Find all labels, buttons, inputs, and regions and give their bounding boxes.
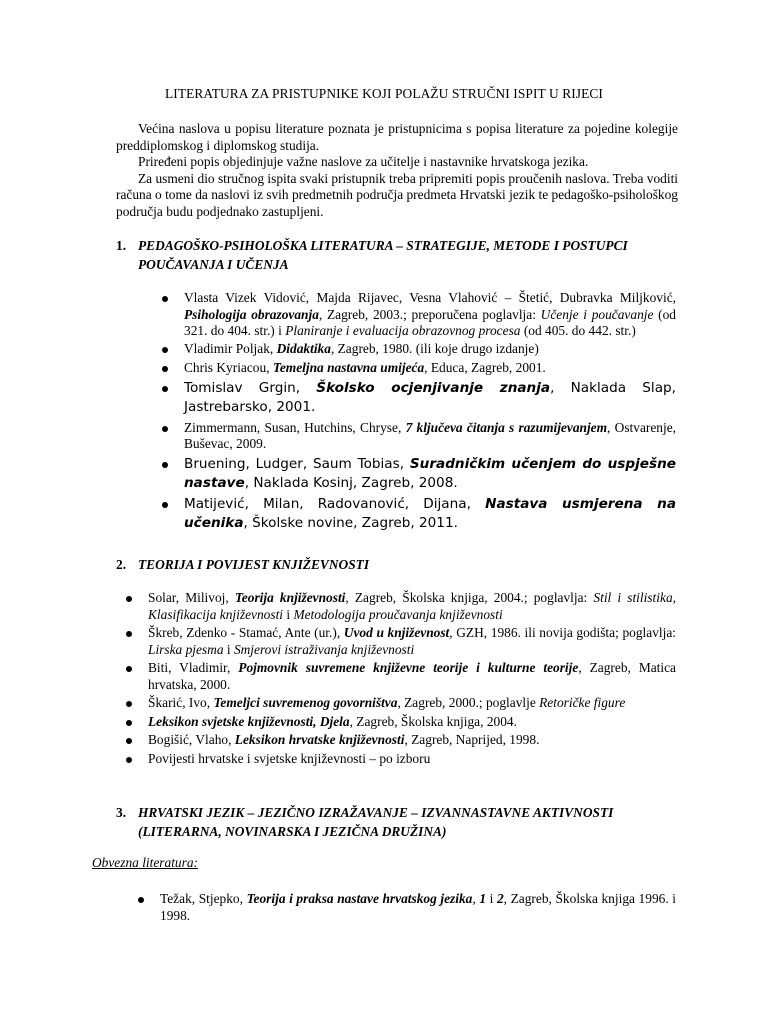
item-title: Leksikon svjetske književnosti, Djela	[148, 713, 350, 729]
item-author: Chris Kyriacou,	[184, 360, 273, 375]
list-item	[184, 420, 676, 453]
item-title: Teorija i praksa nastave hrvatskog jezika	[246, 891, 473, 906]
item-author: Tomislav Grgin,	[184, 379, 317, 396]
bullet-icon	[162, 386, 168, 392]
item-text: , Educa, Zagreb, 2001.	[424, 360, 546, 375]
item-text: i	[486, 891, 497, 906]
item-text: i	[223, 641, 234, 657]
item-text: , GZH, 1986. ili novija godišta; poglavlja:	[449, 625, 676, 640]
list-item	[184, 495, 676, 533]
list-item	[184, 290, 676, 340]
list-item	[148, 751, 676, 768]
item-author: Škreb, Zdenko - Stamać, Ante (ur.),	[148, 625, 344, 640]
list-item	[148, 625, 676, 658]
item-title: Temeljna nastavna umijeća	[272, 360, 425, 375]
list-item	[184, 455, 676, 493]
bullet-icon	[126, 720, 132, 726]
section-heading-2	[116, 555, 676, 574]
item-text: i	[283, 606, 294, 622]
bullet-icon	[162, 502, 168, 508]
list-item	[184, 379, 676, 417]
bullet-icon	[126, 701, 132, 707]
section-heading-1	[116, 236, 676, 274]
item-text: (od 405. do 442. str.)	[520, 323, 636, 338]
literature-list-2	[148, 590, 676, 767]
bullet-icon	[126, 666, 132, 672]
list-item	[148, 714, 676, 731]
bullet-icon	[138, 897, 144, 903]
item-chapter: Lirska pjesma	[148, 641, 224, 657]
bullet-icon	[162, 366, 168, 372]
literature-list-1	[184, 290, 676, 533]
section-heading-3	[116, 803, 676, 841]
obligatory-literature-label: Obvezna literatura:	[92, 855, 198, 870]
bullet-icon	[162, 296, 168, 302]
item-author: Bogišić, Vlaho,	[148, 732, 235, 747]
bullet-icon	[126, 757, 132, 763]
item-text: , Naklada Slap, Jastrebarsko, 2001.	[184, 379, 676, 415]
list-item	[184, 360, 676, 377]
item-author: Solar, Milivoj,	[148, 590, 235, 605]
item-volume: 2	[496, 891, 504, 906]
intro-text	[116, 121, 678, 220]
item-text: , Naklada Kosinj, Zagreb, 2008.	[244, 474, 458, 491]
list-item	[148, 590, 676, 623]
item-text: , Zagreb, 1980. (ili koje drugo izdanje)	[330, 340, 539, 356]
item-text: , Zagreb, 2000.; poglavlje	[397, 695, 540, 710]
item-chapter: Smjerovi istraživanja književnosti	[233, 641, 415, 657]
intro-paragraph: Za usmeni dio stručnog ispita svaki pristupnik treba pripremiti popis proučenih naslova. Treba voditi računa o tome da naslovi iz svih predmetnih područja predmeta Hrvatski jezik te pedagoško-psihološkog područja budu podjednako zastupljeni.	[116, 170, 679, 219]
item-text: , Zagreb, Školska knjiga, 2004.; poglavlja:	[345, 590, 594, 605]
item-text: Povijesti hrvatske i svjetske književnosti – po izboru	[148, 750, 431, 766]
item-chapter: Retoričke figure	[539, 695, 626, 710]
bullet-icon	[162, 462, 168, 468]
section-title: PEDAGOŠKO-PSIHOLOŠKA LITERATURA – STRATEGIJE, METODE I POSTUPCI POUČAVANJA I UČENJA	[138, 238, 628, 272]
item-text: , Zagreb, Matica hrvatska, 2000.	[148, 660, 676, 692]
item-title: Uvod u književnost	[343, 625, 450, 640]
item-chapter: Stil i stilistika	[593, 590, 673, 605]
item-text: , Ostvarenje, Buševac, 2009.	[184, 419, 676, 451]
intro-paragraph: Priređeni popis objedinjuje važne naslove za učitelje i nastavnike hrvatskoga jezika.	[138, 154, 589, 169]
bullet-icon	[162, 347, 168, 353]
list-item	[160, 891, 676, 924]
item-author: Težak, Stjepko,	[160, 891, 247, 906]
item-chapter: Učenje i poučavanje	[540, 306, 654, 322]
item-text: , Zagreb, Školska knjiga 1996. i 1998.	[160, 891, 676, 923]
literature-list-3	[160, 891, 676, 924]
section-number: 3.	[116, 805, 127, 820]
section-number: 2.	[116, 557, 127, 572]
intro-paragraph: Većina naslova u popisu literature poznata je pristupnicima s popisa literature za pojedine kolegije preddiplomskog i diplomskog studija.	[116, 121, 678, 153]
bullet-icon	[126, 738, 132, 744]
bullet-icon	[162, 426, 168, 432]
item-text: (od 321. do 404. str.) i	[184, 306, 676, 338]
item-title: Suradničkim učenjem do uspješne nastave	[184, 455, 676, 491]
bullet-icon	[126, 596, 132, 602]
item-title: 7 ključeva čitanja s razumijevanjem	[405, 419, 608, 435]
item-author: Matijević, Milan, Radovanović, Dijana,	[184, 495, 486, 512]
item-author: Biti, Vladimir,	[148, 660, 239, 675]
list-item	[148, 732, 676, 749]
bullet-icon	[126, 631, 132, 637]
item-author: Škarić, Ivo,	[148, 695, 214, 710]
list-item	[184, 341, 676, 358]
section-title: HRVATSKI JEZIK – JEZIČNO IZRAŽAVANJE – IZVANNASTAVNE AKTIVNOSTI (LITERARNA, NOVINARSKA I JEZIČNA DRUŽINA)	[138, 805, 614, 839]
item-title: Leksikon hrvatske književnosti	[234, 732, 405, 747]
item-text: , Zagreb, Naprijed, 1998.	[404, 732, 540, 747]
item-chapter: Metodologija proučavanja književnosti	[293, 606, 503, 622]
item-text: , Školske novine, Zagreb, 2011.	[243, 514, 458, 531]
item-text: , Zagreb, Školska knjiga, 2004.	[349, 713, 517, 729]
item-author: Vladimir Poljak,	[184, 340, 277, 356]
item-title: Temeljci suvremenog govorništva	[213, 695, 398, 710]
item-title: Teorija književnosti	[234, 590, 346, 605]
item-chapter: Klasifikacija književnosti	[148, 606, 284, 622]
item-text: ,	[472, 891, 480, 906]
list-item	[148, 660, 676, 693]
item-title: Pojmovnik suvremene književne teorije i kulturne teorije	[238, 660, 579, 675]
item-text: , Zagreb, 2003.; preporučena poglavlja:	[318, 306, 541, 322]
item-volume: 1	[479, 891, 487, 906]
item-author: Bruening, Ludger, Saum Tobias,	[184, 455, 410, 472]
document-title: LITERATURA ZA PRISTUPNIKE KOJI POLAŽU STRUČNI ISPIT U RIJECI	[165, 86, 603, 101]
section-title: TEORIJA I POVIJEST KNJIŽEVNOSTI	[138, 557, 370, 572]
item-title: Nastava usmjerena na učenika	[184, 495, 676, 531]
item-title: Školsko ocjenjivanje znanja	[316, 379, 551, 396]
item-title: Didaktika	[276, 340, 331, 356]
item-text: ,	[672, 590, 676, 605]
item-author: Vlasta Vizek Vidović, Majda Rijavec, Vesna Vlahović – Štetić, Dubravka Miljković,	[184, 290, 676, 305]
item-title: Psihologija obrazovanja	[184, 306, 319, 322]
item-author: Zimmermann, Susan, Hutchins, Chryse,	[184, 419, 406, 435]
item-chapter: Planiranje i evaluacija obrazovnog procesa	[285, 323, 521, 338]
list-item	[148, 695, 676, 712]
section-number: 1.	[116, 238, 127, 253]
